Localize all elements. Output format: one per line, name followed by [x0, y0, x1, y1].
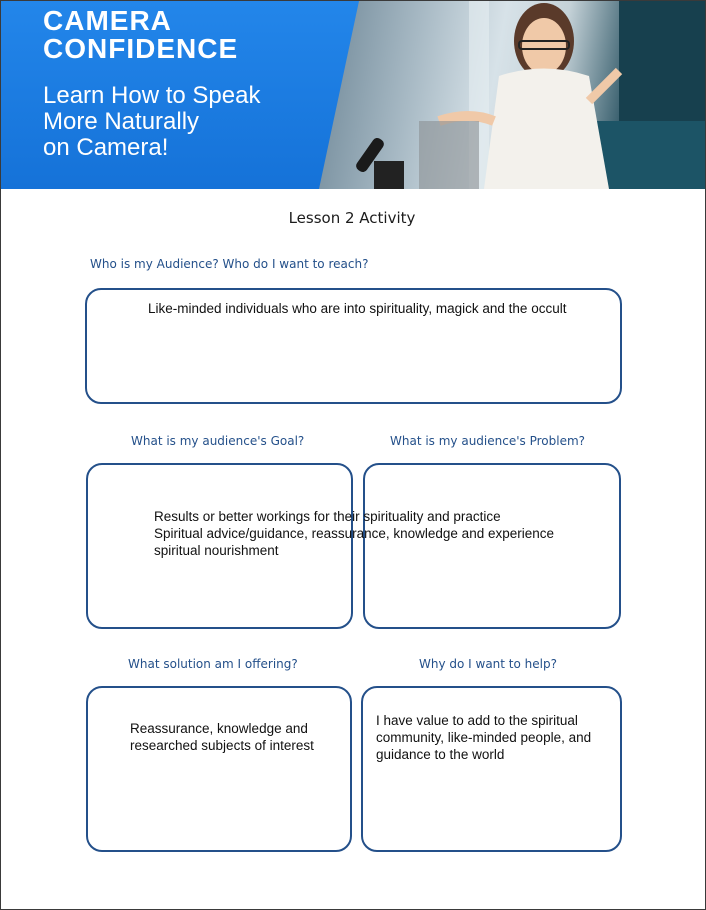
goal-problem-answer: Results or better workings for their spirituality and practice Spiritual advice/guidance, reassurance, knowledge and experience spiritual nourishment [154, 509, 555, 558]
audience-answer: Like-minded individuals who are into spirituality, magick and the occult [148, 301, 567, 316]
audience-question: Who is my Audience? Who do I want to reach? [90, 257, 369, 271]
solution-answer-box[interactable] [86, 686, 352, 852]
problem-question: What is my audience's Problem? [390, 434, 586, 448]
woman-with-microphone-illustration [319, 1, 705, 189]
goal-question: What is my audience's Goal? [131, 434, 305, 448]
banner-subtitle: Learn How to Speak More Naturally on Camera! [43, 82, 261, 161]
lesson-heading: Lesson 2 Activity [288, 209, 416, 227]
solution-answer: Reassurance, knowledge and researched subjects of interest [130, 721, 314, 753]
header-banner [1, 1, 705, 189]
why-question: Why do I want to help? [419, 657, 557, 671]
why-answer: I have value to add to the spiritual community, like-minded people, and guidance to the world [376, 713, 592, 762]
banner-title: CAMERA CONFIDENCE [43, 5, 239, 64]
solution-question: What solution am I offering? [128, 657, 298, 671]
banner-photo [319, 1, 705, 189]
why-answer-box[interactable] [361, 686, 622, 852]
